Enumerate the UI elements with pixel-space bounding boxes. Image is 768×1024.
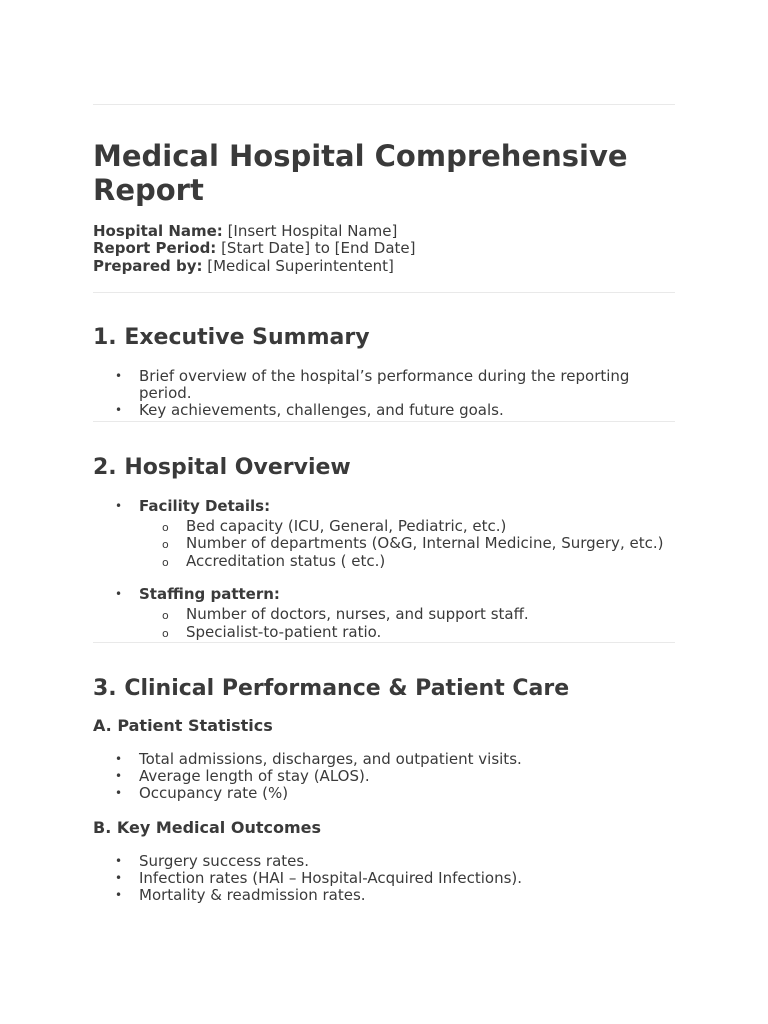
hospital-name-value: [Insert Hospital Name] xyxy=(222,222,398,240)
hospital-name-label: Hospital Name: xyxy=(93,222,223,240)
list-item: • Key achievements, challenges, and future goals. xyxy=(93,402,675,419)
list-item: • Brief overview of the hospital’s performance during the reporting period. xyxy=(93,368,675,403)
staffing-pattern-label: Staffing pattern: xyxy=(139,584,280,603)
section-heading-hospital-overview: 2. Hospital Overview xyxy=(93,454,351,480)
subheading-patient-statistics: A. Patient Statistics xyxy=(93,715,273,735)
prepared-by-label: Prepared by: xyxy=(93,256,203,275)
report-meta xyxy=(93,223,675,275)
facility-details-label: Facility Details: xyxy=(139,496,271,515)
hospital-name-line xyxy=(93,223,675,240)
list-item: o Number of departments (O&G, Internal Medicine, Surgery, etc.) xyxy=(93,535,675,552)
prepared-by-value: [Medical Superintentent] xyxy=(202,256,394,275)
report-period-label: Report Period: xyxy=(93,239,217,258)
section-heading-clinical-performance: 3. Clinical Performance & Patient Care xyxy=(93,675,570,701)
section-heading-executive-summary: 1. Executive Summary xyxy=(93,324,370,350)
executive-summary-list xyxy=(93,368,675,420)
document-title: Medical Hospital Comprehensive Report xyxy=(93,139,628,207)
key-medical-outcomes-list xyxy=(93,853,675,905)
list-item-staffing-pattern xyxy=(93,586,675,641)
staffing-pattern-sublist xyxy=(139,606,675,641)
meta-divider xyxy=(93,292,675,293)
facility-details-sublist xyxy=(139,518,675,570)
hospital-overview-list xyxy=(93,498,675,641)
list-item: o Number of doctors, nurses, and support staff. xyxy=(93,606,675,623)
list-item: • Mortality & readmission rates. xyxy=(93,887,675,904)
list-item-facility-details xyxy=(93,498,675,570)
document-page xyxy=(93,0,675,905)
section-divider xyxy=(93,642,675,643)
list-item: • Total admissions, discharges, and outpatient visits. xyxy=(93,751,675,768)
list-item: o Accreditation status ( etc.) xyxy=(93,553,675,570)
subheading-key-medical-outcomes: B. Key Medical Outcomes xyxy=(93,817,322,837)
list-item: • Infection rates (HAI – Hospital-Acquired Infections). xyxy=(93,870,675,887)
prepared-by-line xyxy=(93,258,675,275)
list-item: • Surgery success rates. xyxy=(93,853,675,870)
list-item: • Occupancy rate (%) xyxy=(93,785,675,802)
list-item: o Specialist-to-patient ratio. xyxy=(93,624,675,641)
top-divider xyxy=(93,104,675,105)
section-divider xyxy=(93,421,675,422)
report-period-value: [Start Date] to [End Date] xyxy=(216,239,416,258)
list-item: • Average length of stay (ALOS). xyxy=(93,768,675,785)
report-period-line xyxy=(93,240,675,257)
list-item: o Bed capacity (ICU, General, Pediatric, etc.) xyxy=(93,518,675,535)
patient-statistics-list xyxy=(93,751,675,803)
